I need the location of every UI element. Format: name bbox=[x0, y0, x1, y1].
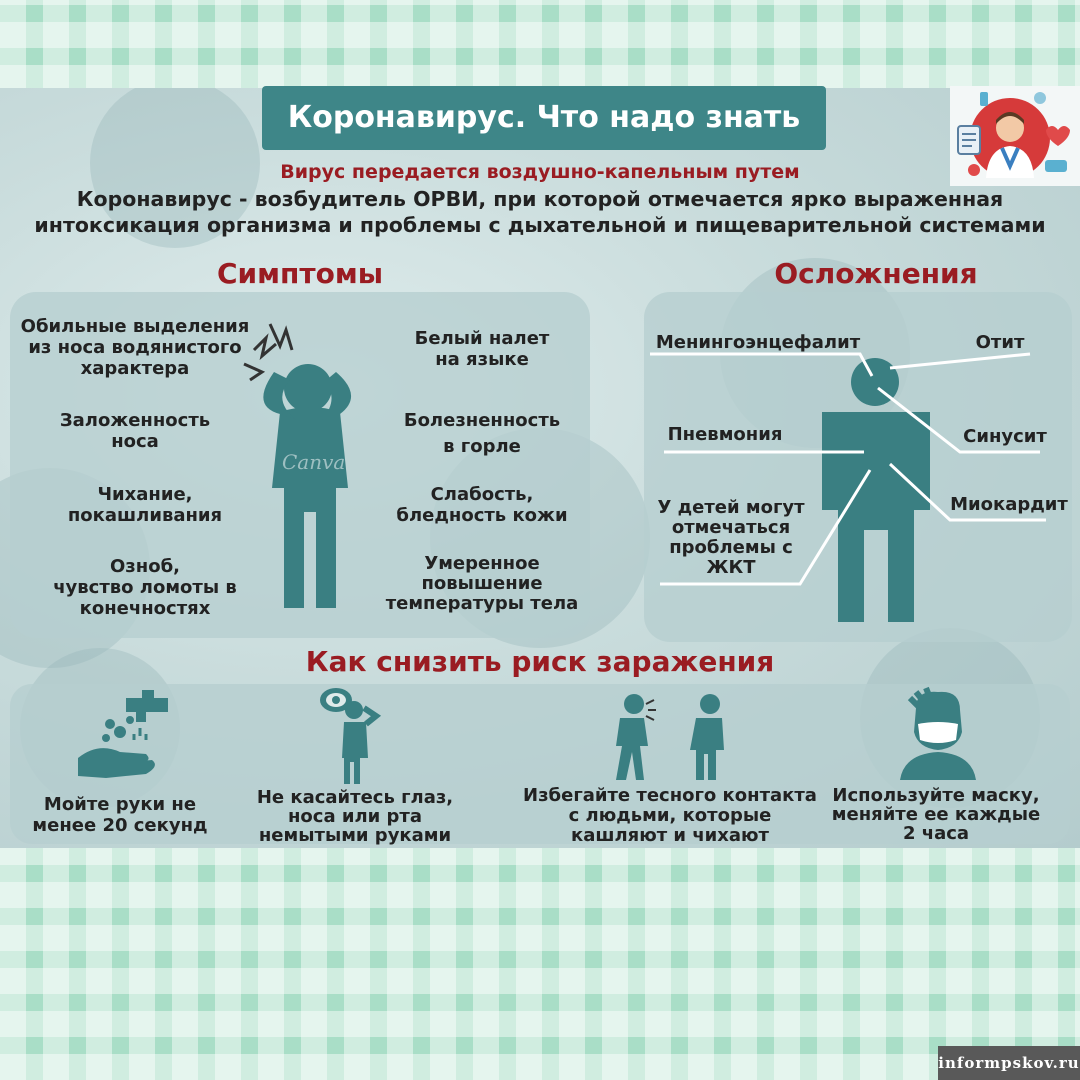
prevention-line: Используйте маску, bbox=[832, 785, 1040, 806]
complications-heading: Осложнения bbox=[774, 257, 978, 290]
symptom-line: Умеренное bbox=[424, 553, 540, 574]
complication-line: отмечаться bbox=[671, 517, 791, 538]
symptoms-heading: Симптомы bbox=[216, 257, 384, 290]
symptom-item bbox=[362, 484, 602, 526]
prevention-line: 2 часа bbox=[902, 823, 970, 844]
prevention-line: меняйте ее каждые bbox=[831, 804, 1041, 825]
symptom-line: Озноб, bbox=[110, 556, 180, 577]
face-mask-icon bbox=[896, 688, 980, 780]
symptom-line: носа bbox=[111, 431, 159, 452]
complication-item: Менингоэнцефалит bbox=[655, 332, 861, 353]
description-line: Коронавирус - возбудитель ОРВИ, при которой отмечается ярко выраженная bbox=[76, 187, 1004, 211]
symptom-line: Белый налет bbox=[414, 328, 550, 349]
complication-line: проблемы с bbox=[669, 537, 793, 558]
symptom-line: конечностях bbox=[79, 598, 211, 619]
leader-line bbox=[890, 354, 1030, 368]
symptom-item bbox=[362, 328, 602, 370]
prevention-line: немытыми руками bbox=[258, 825, 452, 846]
prevention-item bbox=[826, 786, 1046, 843]
symptom-line: повышение bbox=[421, 573, 543, 594]
symptom-line: характера bbox=[80, 358, 190, 379]
page-title: Коронавирус. Что надо знать bbox=[262, 86, 826, 150]
symptom-line: Слабость, bbox=[430, 484, 534, 505]
body-diagram bbox=[650, 340, 1070, 630]
symptom-line: чувство ломоты в bbox=[53, 577, 237, 598]
prevention-line: менее 20 секунд bbox=[32, 815, 208, 836]
coughing-people-icon bbox=[604, 690, 730, 786]
symptom-line: покашливания bbox=[67, 505, 223, 526]
complication-item: Синусит bbox=[963, 426, 1047, 447]
prevention-line: кашляют и чихают bbox=[571, 825, 769, 846]
prevention-line: с людьми, которые bbox=[568, 805, 772, 826]
subtitle: Вирус передается воздушно-капельным путем bbox=[280, 161, 800, 183]
prevention-line: Избегайте тесного контакта bbox=[523, 785, 817, 806]
prevention-item bbox=[240, 788, 470, 845]
complication-item: Миокардит bbox=[950, 494, 1068, 515]
complication-line: У детей могут bbox=[657, 497, 805, 518]
symptom-item bbox=[10, 556, 280, 619]
symptom-item bbox=[362, 554, 602, 614]
symptom-item bbox=[362, 408, 602, 460]
prevention-line: Не касайтесь глаз, bbox=[256, 787, 454, 808]
prevention-item bbox=[20, 794, 220, 836]
symptom-line: в горле bbox=[443, 436, 521, 457]
site-watermark: informpskov.ru bbox=[938, 1046, 1080, 1080]
symptom-line: из носа водянистого bbox=[28, 337, 242, 358]
description-line: интоксикация организма и проблемы с дыхательной и пищеварительной системами bbox=[34, 213, 1046, 237]
symptom-line: на языке bbox=[435, 349, 529, 370]
complication-item: Пневмония bbox=[667, 424, 783, 445]
complication-line: ЖКТ bbox=[706, 557, 756, 578]
symptom-line: Чихание, bbox=[97, 484, 193, 505]
prevention-line: Мойте руки не bbox=[43, 794, 197, 815]
prevention-item bbox=[520, 786, 820, 846]
symptom-item bbox=[10, 484, 280, 526]
symptom-item bbox=[10, 316, 260, 379]
symptom-line: Заложенность bbox=[59, 410, 211, 431]
complication-item: Отит bbox=[975, 332, 1025, 353]
leader-line bbox=[650, 354, 872, 376]
symptom-item bbox=[10, 410, 260, 452]
symptom-line: температуры тела bbox=[385, 593, 579, 614]
symptom-line: Болезненность bbox=[403, 410, 561, 431]
hand-washing-icon bbox=[76, 688, 186, 780]
canva-watermark: Canva bbox=[282, 450, 346, 474]
prevention-line: носа или рта bbox=[287, 806, 423, 827]
prevention-heading: Как снизить риск заражения bbox=[305, 645, 775, 678]
complication-item bbox=[646, 498, 816, 578]
symptom-line: бледность кожи bbox=[396, 505, 568, 526]
face-touch-icon bbox=[316, 686, 392, 786]
symptom-line: Обильные выделения bbox=[20, 316, 250, 337]
